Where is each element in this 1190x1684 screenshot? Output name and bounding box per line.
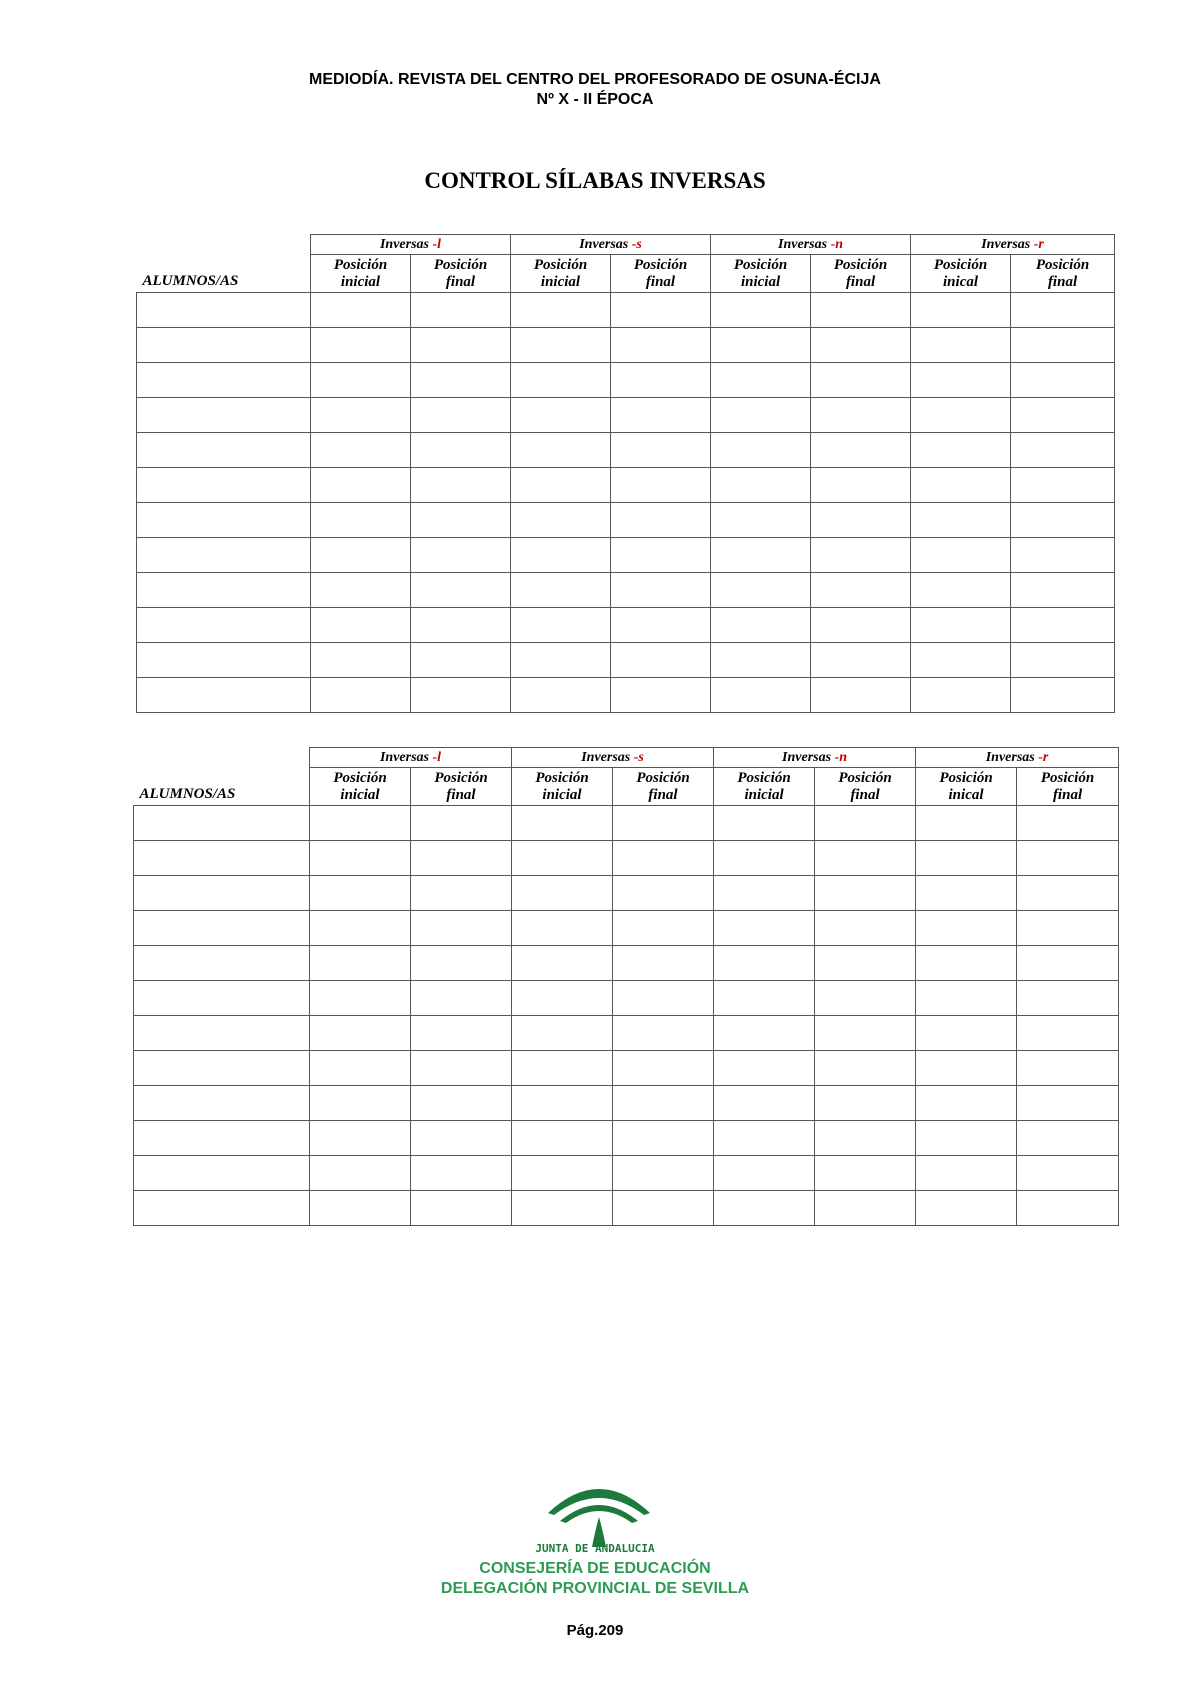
score-cell bbox=[411, 806, 512, 841]
score-cell bbox=[411, 398, 511, 433]
group-header-r: Inversas -r bbox=[916, 748, 1119, 768]
score-cell bbox=[1017, 806, 1119, 841]
score-cell bbox=[1011, 573, 1115, 608]
score-cell bbox=[611, 363, 711, 398]
score-cell bbox=[911, 643, 1011, 678]
table-row bbox=[134, 1156, 1119, 1191]
score-cell bbox=[711, 398, 811, 433]
student-name-cell bbox=[134, 981, 310, 1016]
score-cell bbox=[611, 468, 711, 503]
score-cell bbox=[310, 876, 411, 911]
score-cell bbox=[411, 643, 511, 678]
score-cell bbox=[1011, 503, 1115, 538]
score-cell bbox=[411, 678, 511, 713]
page-number: Pág.209 bbox=[566, 1622, 624, 1639]
score-cell bbox=[310, 806, 411, 841]
score-cell bbox=[411, 328, 511, 363]
table-row bbox=[134, 841, 1119, 876]
score-cell bbox=[411, 981, 512, 1016]
student-name-cell bbox=[134, 1051, 310, 1086]
student-name-cell bbox=[137, 293, 311, 328]
score-cell bbox=[613, 946, 714, 981]
score-cell bbox=[916, 1086, 1017, 1121]
score-cell bbox=[916, 1156, 1017, 1191]
table-row bbox=[137, 573, 1115, 608]
score-cell bbox=[411, 433, 511, 468]
table-row bbox=[137, 363, 1115, 398]
students-header: ALUMNOS/AS bbox=[134, 768, 310, 806]
score-cell bbox=[310, 1086, 411, 1121]
score-cell bbox=[1011, 678, 1115, 713]
subheader-cell: Posición inicial bbox=[711, 255, 811, 293]
corner-cell bbox=[134, 748, 310, 768]
score-cell bbox=[411, 876, 512, 911]
student-name-cell bbox=[137, 328, 311, 363]
score-cell bbox=[911, 398, 1011, 433]
score-cell bbox=[1011, 363, 1115, 398]
table-row bbox=[137, 293, 1115, 328]
score-cell bbox=[916, 1051, 1017, 1086]
score-cell bbox=[811, 678, 911, 713]
consejeria-block bbox=[0, 1559, 1190, 1599]
score-cell bbox=[714, 911, 815, 946]
student-name-cell bbox=[134, 1016, 310, 1051]
score-cell bbox=[916, 806, 1017, 841]
subheader-cell: Posición inicial bbox=[311, 255, 411, 293]
score-cell bbox=[310, 1191, 411, 1226]
score-cell bbox=[811, 573, 911, 608]
score-cell bbox=[311, 643, 411, 678]
score-cell bbox=[512, 981, 613, 1016]
score-cell bbox=[512, 841, 613, 876]
score-cell bbox=[1011, 398, 1115, 433]
score-cell bbox=[311, 398, 411, 433]
subheader-cell: Posición inical bbox=[916, 768, 1017, 806]
score-cell bbox=[411, 608, 511, 643]
score-cell bbox=[613, 876, 714, 911]
score-cell bbox=[311, 433, 411, 468]
score-cell bbox=[916, 1121, 1017, 1156]
student-name-cell bbox=[134, 806, 310, 841]
score-cell bbox=[611, 328, 711, 363]
score-cell bbox=[911, 468, 1011, 503]
score-cell bbox=[613, 981, 714, 1016]
score-cell bbox=[1011, 538, 1115, 573]
student-name-cell bbox=[137, 503, 311, 538]
score-cell bbox=[815, 946, 916, 981]
score-cell bbox=[512, 1086, 613, 1121]
score-cell bbox=[811, 538, 911, 573]
score-cell bbox=[714, 1086, 815, 1121]
score-cell bbox=[310, 1016, 411, 1051]
score-cell bbox=[714, 841, 815, 876]
score-cell bbox=[811, 468, 911, 503]
group-header-n: Inversas -n bbox=[711, 235, 911, 255]
score-cell bbox=[911, 503, 1011, 538]
table-row bbox=[134, 806, 1119, 841]
score-cell bbox=[611, 678, 711, 713]
table-row bbox=[134, 946, 1119, 981]
journal-title: MEDIODÍA. REVISTA DEL CENTRO DEL PROFESORADO DE OSUNA-ÉCIJA bbox=[309, 71, 881, 88]
student-name-cell bbox=[134, 841, 310, 876]
table-row bbox=[134, 1016, 1119, 1051]
score-cell bbox=[511, 503, 611, 538]
score-cell bbox=[711, 608, 811, 643]
score-cell bbox=[811, 363, 911, 398]
score-cell bbox=[411, 1086, 512, 1121]
score-cell bbox=[310, 841, 411, 876]
score-cell bbox=[711, 293, 811, 328]
score-cell bbox=[411, 293, 511, 328]
score-cell bbox=[512, 1051, 613, 1086]
score-cell bbox=[311, 678, 411, 713]
score-cell bbox=[711, 433, 811, 468]
subheader-cell: Posición inicial bbox=[714, 768, 815, 806]
score-cell bbox=[511, 363, 611, 398]
score-cell bbox=[411, 363, 511, 398]
score-cell bbox=[611, 293, 711, 328]
journal-header bbox=[0, 70, 1190, 110]
junta-de-andalucia-logo-icon bbox=[540, 1477, 658, 1549]
score-cell bbox=[1017, 1051, 1119, 1086]
table-row bbox=[137, 398, 1115, 433]
score-cell bbox=[613, 1191, 714, 1226]
score-cell bbox=[411, 573, 511, 608]
score-cell bbox=[511, 643, 611, 678]
delegacion-line: DELEGACIÓN PROVINCIAL DE SEVILLA bbox=[440, 1580, 750, 1597]
score-cell bbox=[911, 328, 1011, 363]
corner-cell bbox=[137, 235, 311, 255]
student-name-cell bbox=[137, 573, 311, 608]
score-cell bbox=[511, 608, 611, 643]
score-cell bbox=[911, 608, 1011, 643]
group-header-s: Inversas -s bbox=[511, 235, 711, 255]
score-cell bbox=[916, 841, 1017, 876]
table-row bbox=[134, 1121, 1119, 1156]
score-cell bbox=[311, 293, 411, 328]
student-name-cell bbox=[134, 876, 310, 911]
score-cell bbox=[411, 841, 512, 876]
student-name-cell bbox=[134, 911, 310, 946]
score-cell bbox=[916, 981, 1017, 1016]
score-cell bbox=[1017, 911, 1119, 946]
score-cell bbox=[815, 841, 916, 876]
score-cell bbox=[311, 328, 411, 363]
table-row bbox=[137, 433, 1115, 468]
score-cell bbox=[1017, 876, 1119, 911]
score-cell bbox=[714, 1121, 815, 1156]
table-row bbox=[134, 1191, 1119, 1226]
score-cell bbox=[512, 911, 613, 946]
score-cell bbox=[511, 678, 611, 713]
student-name-cell bbox=[134, 1121, 310, 1156]
subheader-cell: Posición final bbox=[611, 255, 711, 293]
score-cell bbox=[613, 841, 714, 876]
score-cell bbox=[711, 573, 811, 608]
student-name-cell bbox=[137, 608, 311, 643]
score-cell bbox=[311, 468, 411, 503]
student-name-cell bbox=[137, 678, 311, 713]
score-cell bbox=[811, 503, 911, 538]
score-cell bbox=[611, 538, 711, 573]
subheader-cell: Posición inical bbox=[911, 255, 1011, 293]
student-name-cell bbox=[137, 398, 311, 433]
score-cell bbox=[613, 1016, 714, 1051]
score-cell bbox=[811, 398, 911, 433]
table-row bbox=[137, 608, 1115, 643]
score-cell bbox=[613, 1086, 714, 1121]
score-cell bbox=[511, 573, 611, 608]
group-header-s: Inversas -s bbox=[512, 748, 714, 768]
score-cell bbox=[512, 1121, 613, 1156]
score-cell bbox=[815, 981, 916, 1016]
score-cell bbox=[711, 678, 811, 713]
subheader-cell: Posición final bbox=[613, 768, 714, 806]
score-cell bbox=[1011, 293, 1115, 328]
table-row bbox=[137, 678, 1115, 713]
score-cell bbox=[511, 538, 611, 573]
score-cell bbox=[711, 643, 811, 678]
table-row bbox=[137, 643, 1115, 678]
score-cell bbox=[512, 946, 613, 981]
score-cell bbox=[714, 1191, 815, 1226]
score-cell bbox=[711, 538, 811, 573]
score-cell bbox=[916, 946, 1017, 981]
score-cell bbox=[411, 468, 511, 503]
table-row bbox=[134, 981, 1119, 1016]
score-cell bbox=[411, 911, 512, 946]
score-cell bbox=[1017, 981, 1119, 1016]
score-cell bbox=[310, 1156, 411, 1191]
score-cell bbox=[512, 1016, 613, 1051]
score-cell bbox=[1017, 1156, 1119, 1191]
table-row bbox=[137, 503, 1115, 538]
score-cell bbox=[1011, 608, 1115, 643]
student-name-cell bbox=[137, 363, 311, 398]
subheader-cell: Posición inicial bbox=[512, 768, 613, 806]
table-row bbox=[134, 911, 1119, 946]
student-name-cell bbox=[137, 538, 311, 573]
subheader-cell: Posición final bbox=[411, 768, 512, 806]
score-cell bbox=[811, 643, 911, 678]
subheader-cell: Posición final bbox=[1011, 255, 1115, 293]
score-cell bbox=[310, 1051, 411, 1086]
control-table-2 bbox=[133, 747, 1119, 1226]
group-header-r: Inversas -r bbox=[911, 235, 1115, 255]
control-table-1 bbox=[136, 234, 1115, 713]
score-cell bbox=[815, 1086, 916, 1121]
score-cell bbox=[512, 876, 613, 911]
score-cell bbox=[512, 1191, 613, 1226]
student-name-cell bbox=[134, 1191, 310, 1226]
score-cell bbox=[815, 1016, 916, 1051]
score-cell bbox=[711, 503, 811, 538]
score-cell bbox=[411, 503, 511, 538]
subheader-cell: Posición inicial bbox=[511, 255, 611, 293]
consejeria-line: CONSEJERÍA DE EDUCACIÓN bbox=[479, 1560, 711, 1577]
score-cell bbox=[1017, 946, 1119, 981]
score-cell bbox=[711, 328, 811, 363]
score-cell bbox=[310, 1121, 411, 1156]
document-title: CONTROL SÍLABAS INVERSAS bbox=[424, 168, 766, 193]
score-cell bbox=[714, 1156, 815, 1191]
group-header-l: Inversas -l bbox=[310, 748, 512, 768]
student-name-cell bbox=[134, 1086, 310, 1121]
table-row bbox=[134, 1051, 1119, 1086]
score-cell bbox=[711, 468, 811, 503]
subheader-cell: Posición final bbox=[811, 255, 911, 293]
score-cell bbox=[611, 573, 711, 608]
score-cell bbox=[411, 946, 512, 981]
score-cell bbox=[714, 806, 815, 841]
score-cell bbox=[411, 1016, 512, 1051]
score-cell bbox=[511, 293, 611, 328]
score-cell bbox=[613, 1121, 714, 1156]
score-cell bbox=[1017, 1121, 1119, 1156]
score-cell bbox=[310, 981, 411, 1016]
score-cell bbox=[511, 433, 611, 468]
score-cell bbox=[714, 981, 815, 1016]
score-cell bbox=[714, 1051, 815, 1086]
group-header-n: Inversas -n bbox=[714, 748, 916, 768]
score-cell bbox=[815, 1191, 916, 1226]
table-row bbox=[134, 1086, 1119, 1121]
students-header: ALUMNOS/AS bbox=[137, 255, 311, 293]
junta-label: JUNTA DE ANDALUCIA bbox=[535, 1542, 655, 1555]
subheader-cell: Posición final bbox=[411, 255, 511, 293]
score-cell bbox=[714, 946, 815, 981]
student-name-cell bbox=[134, 946, 310, 981]
score-cell bbox=[613, 806, 714, 841]
journal-issue: Nº X - II ÉPOCA bbox=[536, 91, 654, 108]
score-cell bbox=[911, 293, 1011, 328]
score-cell bbox=[411, 1156, 512, 1191]
score-cell bbox=[1011, 643, 1115, 678]
score-cell bbox=[1017, 1086, 1119, 1121]
score-cell bbox=[815, 1156, 916, 1191]
score-cell bbox=[511, 468, 611, 503]
table-row bbox=[137, 468, 1115, 503]
score-cell bbox=[611, 433, 711, 468]
subheader-cell: Posición final bbox=[815, 768, 916, 806]
score-cell bbox=[916, 1191, 1017, 1226]
score-cell bbox=[811, 293, 911, 328]
score-cell bbox=[310, 946, 411, 981]
score-cell bbox=[916, 911, 1017, 946]
student-name-cell bbox=[137, 468, 311, 503]
score-cell bbox=[611, 398, 711, 433]
score-cell bbox=[714, 876, 815, 911]
score-cell bbox=[613, 1156, 714, 1191]
score-cell bbox=[411, 1051, 512, 1086]
score-cell bbox=[1011, 328, 1115, 363]
score-cell bbox=[311, 573, 411, 608]
score-cell bbox=[311, 538, 411, 573]
table-row bbox=[137, 538, 1115, 573]
table-body bbox=[134, 806, 1119, 1226]
score-cell bbox=[815, 1121, 916, 1156]
score-cell bbox=[711, 363, 811, 398]
score-cell bbox=[911, 538, 1011, 573]
score-cell bbox=[611, 643, 711, 678]
student-name-cell bbox=[137, 433, 311, 468]
score-cell bbox=[311, 503, 411, 538]
group-header-l: Inversas -l bbox=[311, 235, 511, 255]
score-cell bbox=[310, 911, 411, 946]
score-cell bbox=[411, 538, 511, 573]
score-cell bbox=[1011, 433, 1115, 468]
score-cell bbox=[613, 1051, 714, 1086]
score-cell bbox=[1017, 1191, 1119, 1226]
score-cell bbox=[1017, 841, 1119, 876]
score-cell bbox=[911, 678, 1011, 713]
score-cell bbox=[512, 1156, 613, 1191]
score-cell bbox=[911, 363, 1011, 398]
subheader-cell: Posición final bbox=[1017, 768, 1119, 806]
score-cell bbox=[714, 1016, 815, 1051]
score-cell bbox=[911, 433, 1011, 468]
score-cell bbox=[611, 608, 711, 643]
score-cell bbox=[811, 608, 911, 643]
score-cell bbox=[1011, 468, 1115, 503]
score-cell bbox=[511, 398, 611, 433]
score-cell bbox=[815, 1051, 916, 1086]
table-row bbox=[137, 328, 1115, 363]
score-cell bbox=[911, 573, 1011, 608]
table-row bbox=[134, 876, 1119, 911]
score-cell bbox=[916, 876, 1017, 911]
student-name-cell bbox=[134, 1156, 310, 1191]
score-cell bbox=[512, 806, 613, 841]
score-cell bbox=[815, 911, 916, 946]
score-cell bbox=[411, 1191, 512, 1226]
student-name-cell bbox=[137, 643, 311, 678]
score-cell bbox=[815, 876, 916, 911]
score-cell bbox=[1017, 1016, 1119, 1051]
score-cell bbox=[916, 1016, 1017, 1051]
score-cell bbox=[811, 433, 911, 468]
score-cell bbox=[411, 1121, 512, 1156]
subheader-cell: Posición inicial bbox=[310, 768, 411, 806]
score-cell bbox=[311, 608, 411, 643]
table-body bbox=[137, 293, 1115, 713]
score-cell bbox=[511, 328, 611, 363]
score-cell bbox=[815, 806, 916, 841]
score-cell bbox=[611, 503, 711, 538]
score-cell bbox=[613, 911, 714, 946]
score-cell bbox=[311, 363, 411, 398]
score-cell bbox=[811, 328, 911, 363]
